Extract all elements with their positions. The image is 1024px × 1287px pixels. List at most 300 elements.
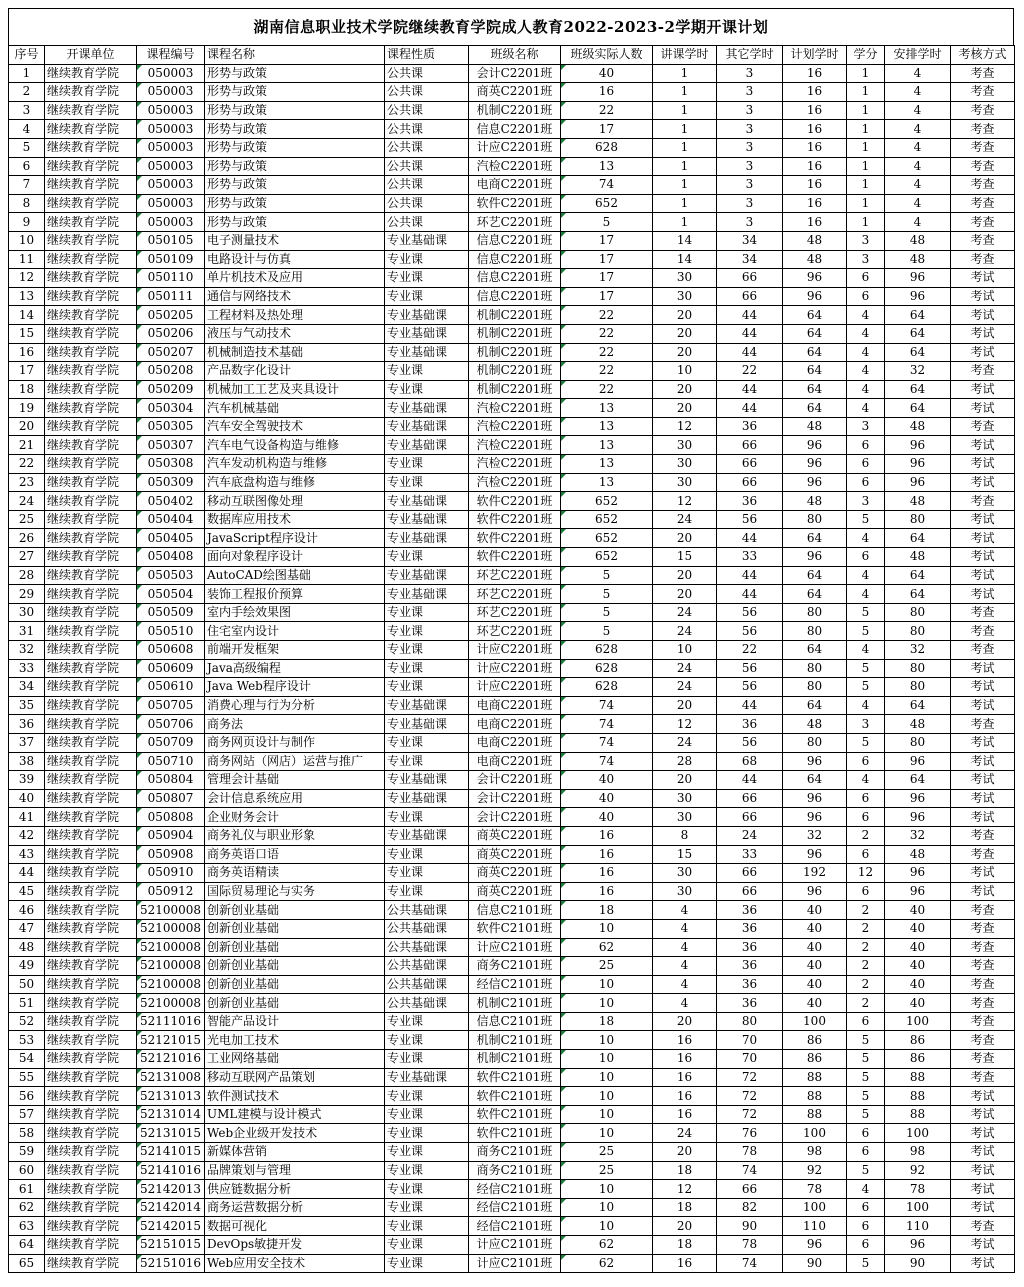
department-cell[interactable]: 继续教育学院 (45, 1068, 137, 1087)
row-number[interactable]: 31 (9, 622, 45, 641)
class-name-cell[interactable]: 信息C2101班 (469, 1012, 561, 1031)
class-name-cell[interactable]: 机制C2201班 (469, 362, 561, 381)
planned-hours-cell[interactable]: 100 (783, 1124, 847, 1143)
row-number[interactable]: 14 (9, 306, 45, 325)
department-cell[interactable]: 继续教育学院 (45, 492, 137, 511)
class-name-cell[interactable]: 信息C2201班 (469, 250, 561, 269)
course-type-cell[interactable]: 专业课 (385, 1143, 469, 1162)
assessment-cell[interactable]: 考试 (951, 529, 1015, 548)
class-name-cell[interactable]: 机制C2201班 (469, 343, 561, 362)
course-code-cell[interactable]: 050912 (137, 882, 205, 901)
scheduled-hours-cell[interactable]: 80 (885, 678, 951, 697)
planned-hours-cell[interactable]: 64 (783, 306, 847, 325)
course-type-cell[interactable]: 专业课 (385, 362, 469, 381)
credits-cell[interactable]: 6 (847, 1124, 885, 1143)
course-type-cell[interactable]: 公共课 (385, 157, 469, 176)
class-name-cell[interactable]: 环艺C2201班 (469, 585, 561, 604)
scheduled-hours-cell[interactable]: 64 (885, 696, 951, 715)
course-name-cell[interactable]: 商务运营数据分析 (205, 1198, 385, 1217)
credits-cell[interactable]: 5 (847, 1087, 885, 1106)
enrollment-cell[interactable]: 5 (561, 622, 653, 641)
assessment-cell[interactable]: 考查 (951, 622, 1015, 641)
other-hours-cell[interactable]: 70 (717, 1031, 783, 1050)
department-cell[interactable]: 继续教育学院 (45, 845, 137, 864)
enrollment-cell[interactable]: 10 (561, 1050, 653, 1069)
row-number[interactable]: 62 (9, 1198, 45, 1217)
course-code-cell[interactable]: 52100008 (137, 994, 205, 1013)
department-cell[interactable]: 继续教育学院 (45, 213, 137, 232)
course-type-cell[interactable]: 专业基础课 (385, 771, 469, 790)
course-name-cell[interactable]: 软件测试技术 (205, 1087, 385, 1106)
department-cell[interactable]: 继续教育学院 (45, 1217, 137, 1236)
course-type-cell[interactable]: 专业课 (385, 882, 469, 901)
planned-hours-cell[interactable]: 96 (783, 882, 847, 901)
course-code-cell[interactable]: 050209 (137, 380, 205, 399)
lecture-hours-cell[interactable]: 4 (653, 919, 717, 938)
course-code-cell[interactable]: 050404 (137, 510, 205, 529)
credits-cell[interactable]: 6 (847, 548, 885, 567)
credits-cell[interactable]: 6 (847, 287, 885, 306)
course-code-cell[interactable]: 52151016 (137, 1254, 205, 1273)
planned-hours-cell[interactable]: 64 (783, 380, 847, 399)
course-code-cell[interactable]: 050003 (137, 157, 205, 176)
course-name-cell[interactable]: 商务礼仪与职业形象 (205, 826, 385, 845)
class-name-cell[interactable]: 计应C2101班 (469, 938, 561, 957)
department-cell[interactable]: 继续教育学院 (45, 399, 137, 418)
row-number[interactable]: 22 (9, 455, 45, 474)
lecture-hours-cell[interactable]: 20 (653, 1012, 717, 1031)
row-number[interactable]: 28 (9, 566, 45, 585)
row-number[interactable]: 33 (9, 659, 45, 678)
lecture-hours-cell[interactable]: 20 (653, 529, 717, 548)
lecture-hours-cell[interactable]: 30 (653, 808, 717, 827)
lecture-hours-cell[interactable]: 24 (653, 603, 717, 622)
scheduled-hours-cell[interactable]: 40 (885, 901, 951, 920)
credits-cell[interactable]: 5 (847, 1161, 885, 1180)
course-name-cell[interactable]: 面向对象程序设计 (205, 548, 385, 567)
enrollment-cell[interactable]: 652 (561, 510, 653, 529)
course-type-cell[interactable]: 专业课 (385, 603, 469, 622)
enrollment-cell[interactable]: 22 (561, 306, 653, 325)
header-cell[interactable]: 课程编号 (137, 46, 205, 65)
enrollment-cell[interactable]: 74 (561, 733, 653, 752)
scheduled-hours-cell[interactable]: 90 (885, 1254, 951, 1273)
other-hours-cell[interactable]: 70 (717, 1050, 783, 1069)
other-hours-cell[interactable]: 68 (717, 752, 783, 771)
assessment-cell[interactable]: 考试 (951, 696, 1015, 715)
other-hours-cell[interactable]: 66 (717, 436, 783, 455)
class-name-cell[interactable]: 软件C2201班 (469, 529, 561, 548)
course-type-cell[interactable]: 专业基础课 (385, 696, 469, 715)
class-name-cell[interactable]: 机制C2101班 (469, 994, 561, 1013)
planned-hours-cell[interactable]: 48 (783, 250, 847, 269)
department-cell[interactable]: 继续教育学院 (45, 1087, 137, 1106)
other-hours-cell[interactable]: 66 (717, 864, 783, 883)
planned-hours-cell[interactable]: 48 (783, 231, 847, 250)
assessment-cell[interactable]: 考查 (951, 231, 1015, 250)
class-name-cell[interactable]: 汽检C2201班 (469, 399, 561, 418)
credits-cell[interactable]: 3 (847, 715, 885, 734)
credits-cell[interactable]: 6 (847, 436, 885, 455)
planned-hours-cell[interactable]: 90 (783, 1254, 847, 1273)
scheduled-hours-cell[interactable]: 86 (885, 1031, 951, 1050)
lecture-hours-cell[interactable]: 30 (653, 473, 717, 492)
enrollment-cell[interactable]: 5 (561, 566, 653, 585)
other-hours-cell[interactable]: 36 (717, 901, 783, 920)
scheduled-hours-cell[interactable]: 96 (885, 864, 951, 883)
department-cell[interactable]: 继续教育学院 (45, 287, 137, 306)
row-number[interactable]: 59 (9, 1143, 45, 1162)
row-number[interactable]: 19 (9, 399, 45, 418)
course-type-cell[interactable]: 专业课 (385, 1198, 469, 1217)
lecture-hours-cell[interactable]: 28 (653, 752, 717, 771)
course-type-cell[interactable]: 专业课 (385, 473, 469, 492)
department-cell[interactable]: 继续教育学院 (45, 1050, 137, 1069)
credits-cell[interactable]: 5 (847, 1254, 885, 1273)
row-number[interactable]: 23 (9, 473, 45, 492)
department-cell[interactable]: 继续教育学院 (45, 901, 137, 920)
course-type-cell[interactable]: 专业课 (385, 641, 469, 660)
scheduled-hours-cell[interactable]: 88 (885, 1068, 951, 1087)
course-code-cell[interactable]: 52100008 (137, 919, 205, 938)
course-name-cell[interactable]: DevOps敏捷开发 (205, 1236, 385, 1255)
assessment-cell[interactable]: 考查 (951, 994, 1015, 1013)
planned-hours-cell[interactable]: 16 (783, 138, 847, 157)
lecture-hours-cell[interactable]: 20 (653, 771, 717, 790)
lecture-hours-cell[interactable]: 4 (653, 957, 717, 976)
lecture-hours-cell[interactable]: 18 (653, 1236, 717, 1255)
planned-hours-cell[interactable]: 64 (783, 696, 847, 715)
assessment-cell[interactable]: 考查 (951, 1012, 1015, 1031)
course-type-cell[interactable]: 公共基础课 (385, 919, 469, 938)
lecture-hours-cell[interactable]: 1 (653, 64, 717, 83)
course-code-cell[interactable]: 52121016 (137, 1050, 205, 1069)
class-name-cell[interactable]: 商务C2101班 (469, 1143, 561, 1162)
scheduled-hours-cell[interactable]: 88 (885, 1087, 951, 1106)
department-cell[interactable]: 继续教育学院 (45, 324, 137, 343)
class-name-cell[interactable]: 电商C2201班 (469, 696, 561, 715)
scheduled-hours-cell[interactable]: 100 (885, 1124, 951, 1143)
planned-hours-cell[interactable]: 96 (783, 548, 847, 567)
scheduled-hours-cell[interactable]: 96 (885, 789, 951, 808)
planned-hours-cell[interactable]: 96 (783, 752, 847, 771)
course-name-cell[interactable]: 商务英语口语 (205, 845, 385, 864)
assessment-cell[interactable]: 考试 (951, 287, 1015, 306)
credits-cell[interactable]: 1 (847, 157, 885, 176)
row-number[interactable]: 34 (9, 678, 45, 697)
planned-hours-cell[interactable]: 64 (783, 566, 847, 585)
other-hours-cell[interactable]: 72 (717, 1087, 783, 1106)
credits-cell[interactable]: 5 (847, 733, 885, 752)
course-code-cell[interactable]: 52131013 (137, 1087, 205, 1106)
credits-cell[interactable]: 4 (847, 380, 885, 399)
other-hours-cell[interactable]: 72 (717, 1105, 783, 1124)
course-code-cell[interactable]: 050706 (137, 715, 205, 734)
credits-cell[interactable]: 4 (847, 399, 885, 418)
enrollment-cell[interactable]: 16 (561, 845, 653, 864)
course-type-cell[interactable]: 专业基础课 (385, 566, 469, 585)
class-name-cell[interactable]: 信息C2201班 (469, 120, 561, 139)
enrollment-cell[interactable]: 13 (561, 473, 653, 492)
lecture-hours-cell[interactable]: 20 (653, 566, 717, 585)
row-number[interactable]: 63 (9, 1217, 45, 1236)
row-number[interactable]: 2 (9, 83, 45, 102)
course-code-cell[interactable]: 050003 (137, 83, 205, 102)
assessment-cell[interactable]: 考试 (951, 1087, 1015, 1106)
header-cell[interactable]: 考核方式 (951, 46, 1015, 65)
lecture-hours-cell[interactable]: 10 (653, 641, 717, 660)
planned-hours-cell[interactable]: 96 (783, 436, 847, 455)
course-code-cell[interactable]: 050503 (137, 566, 205, 585)
planned-hours-cell[interactable]: 16 (783, 101, 847, 120)
course-name-cell[interactable]: 商务网站（网店）运营与推广 (205, 752, 385, 771)
department-cell[interactable]: 继续教育学院 (45, 1105, 137, 1124)
course-name-cell[interactable]: 汽车发动机构造与维修 (205, 455, 385, 474)
other-hours-cell[interactable]: 36 (717, 492, 783, 511)
assessment-cell[interactable]: 考试 (951, 1180, 1015, 1199)
department-cell[interactable]: 继续教育学院 (45, 436, 137, 455)
course-type-cell[interactable]: 公共基础课 (385, 975, 469, 994)
lecture-hours-cell[interactable]: 20 (653, 306, 717, 325)
class-name-cell[interactable]: 计应C2201班 (469, 641, 561, 660)
department-cell[interactable]: 继续教育学院 (45, 176, 137, 195)
credits-cell[interactable]: 5 (847, 622, 885, 641)
department-cell[interactable]: 继续教育学院 (45, 957, 137, 976)
course-name-cell[interactable]: 管理会计基础 (205, 771, 385, 790)
lecture-hours-cell[interactable]: 4 (653, 901, 717, 920)
course-name-cell[interactable]: 创新创业基础 (205, 919, 385, 938)
header-cell[interactable]: 其它学时 (717, 46, 783, 65)
scheduled-hours-cell[interactable]: 32 (885, 362, 951, 381)
other-hours-cell[interactable]: 3 (717, 138, 783, 157)
department-cell[interactable]: 继续教育学院 (45, 733, 137, 752)
scheduled-hours-cell[interactable]: 40 (885, 919, 951, 938)
row-number[interactable]: 12 (9, 269, 45, 288)
assessment-cell[interactable]: 考试 (951, 473, 1015, 492)
course-name-cell[interactable]: 汽车安全驾驶技术 (205, 417, 385, 436)
course-type-cell[interactable]: 专业课 (385, 808, 469, 827)
other-hours-cell[interactable]: 36 (717, 994, 783, 1013)
header-cell[interactable]: 学分 (847, 46, 885, 65)
credits-cell[interactable]: 6 (847, 882, 885, 901)
planned-hours-cell[interactable]: 96 (783, 845, 847, 864)
scheduled-hours-cell[interactable]: 4 (885, 138, 951, 157)
course-name-cell[interactable]: 产品数字化设计 (205, 362, 385, 381)
planned-hours-cell[interactable]: 32 (783, 826, 847, 845)
lecture-hours-cell[interactable]: 8 (653, 826, 717, 845)
course-name-cell[interactable]: 会计信息系统应用 (205, 789, 385, 808)
header-cell[interactable]: 班级实际人数 (561, 46, 653, 65)
credits-cell[interactable]: 1 (847, 138, 885, 157)
lecture-hours-cell[interactable]: 30 (653, 455, 717, 474)
scheduled-hours-cell[interactable]: 40 (885, 957, 951, 976)
lecture-hours-cell[interactable]: 1 (653, 176, 717, 195)
course-type-cell[interactable]: 公共课 (385, 101, 469, 120)
course-name-cell[interactable]: 形势与政策 (205, 120, 385, 139)
course-type-cell[interactable]: 专业基础课 (385, 231, 469, 250)
department-cell[interactable]: 继续教育学院 (45, 678, 137, 697)
enrollment-cell[interactable]: 13 (561, 455, 653, 474)
course-type-cell[interactable]: 专业基础课 (385, 399, 469, 418)
course-type-cell[interactable]: 专业课 (385, 1031, 469, 1050)
assessment-cell[interactable]: 考查 (951, 362, 1015, 381)
lecture-hours-cell[interactable]: 20 (653, 1217, 717, 1236)
row-number[interactable]: 15 (9, 324, 45, 343)
row-number[interactable]: 16 (9, 343, 45, 362)
credits-cell[interactable]: 5 (847, 659, 885, 678)
course-code-cell[interactable]: 52141015 (137, 1143, 205, 1162)
department-cell[interactable]: 继续教育学院 (45, 362, 137, 381)
credits-cell[interactable]: 6 (847, 789, 885, 808)
row-number[interactable]: 24 (9, 492, 45, 511)
enrollment-cell[interactable]: 40 (561, 808, 653, 827)
enrollment-cell[interactable]: 10 (561, 1124, 653, 1143)
assessment-cell[interactable]: 考试 (951, 436, 1015, 455)
lecture-hours-cell[interactable]: 16 (653, 1105, 717, 1124)
credits-cell[interactable]: 4 (847, 362, 885, 381)
assessment-cell[interactable]: 考查 (951, 845, 1015, 864)
row-number[interactable]: 50 (9, 975, 45, 994)
lecture-hours-cell[interactable]: 4 (653, 938, 717, 957)
class-name-cell[interactable]: 信息C2101班 (469, 901, 561, 920)
department-cell[interactable]: 继续教育学院 (45, 380, 137, 399)
lecture-hours-cell[interactable]: 30 (653, 287, 717, 306)
other-hours-cell[interactable]: 36 (717, 417, 783, 436)
scheduled-hours-cell[interactable]: 96 (885, 269, 951, 288)
class-name-cell[interactable]: 会计C2201班 (469, 808, 561, 827)
department-cell[interactable]: 继续教育学院 (45, 64, 137, 83)
course-type-cell[interactable]: 专业课 (385, 250, 469, 269)
other-hours-cell[interactable]: 44 (717, 696, 783, 715)
course-code-cell[interactable]: 050908 (137, 845, 205, 864)
other-hours-cell[interactable]: 3 (717, 120, 783, 139)
course-code-cell[interactable]: 050305 (137, 417, 205, 436)
assessment-cell[interactable]: 考试 (951, 510, 1015, 529)
enrollment-cell[interactable]: 40 (561, 789, 653, 808)
enrollment-cell[interactable]: 16 (561, 882, 653, 901)
row-number[interactable]: 46 (9, 901, 45, 920)
planned-hours-cell[interactable]: 16 (783, 83, 847, 102)
assessment-cell[interactable]: 考试 (951, 269, 1015, 288)
course-type-cell[interactable]: 公共课 (385, 138, 469, 157)
course-code-cell[interactable]: 52100008 (137, 901, 205, 920)
course-type-cell[interactable]: 专业基础课 (385, 529, 469, 548)
course-code-cell[interactable]: 52142013 (137, 1180, 205, 1199)
class-name-cell[interactable]: 机制C2201班 (469, 380, 561, 399)
assessment-cell[interactable]: 考试 (951, 1143, 1015, 1162)
row-number[interactable]: 25 (9, 510, 45, 529)
planned-hours-cell[interactable]: 40 (783, 975, 847, 994)
other-hours-cell[interactable]: 24 (717, 826, 783, 845)
course-name-cell[interactable]: 光电加工技术 (205, 1031, 385, 1050)
enrollment-cell[interactable]: 13 (561, 436, 653, 455)
row-number[interactable]: 61 (9, 1180, 45, 1199)
course-name-cell[interactable]: 装饰工程报价预算 (205, 585, 385, 604)
department-cell[interactable]: 继续教育学院 (45, 808, 137, 827)
course-type-cell[interactable]: 专业课 (385, 1087, 469, 1106)
class-name-cell[interactable]: 电商C2201班 (469, 752, 561, 771)
department-cell[interactable]: 继续教育学院 (45, 771, 137, 790)
scheduled-hours-cell[interactable]: 80 (885, 659, 951, 678)
enrollment-cell[interactable]: 10 (561, 1198, 653, 1217)
course-name-cell[interactable]: 新媒体营销 (205, 1143, 385, 1162)
course-name-cell[interactable]: 企业财务会计 (205, 808, 385, 827)
course-code-cell[interactable]: 050109 (137, 250, 205, 269)
class-name-cell[interactable]: 商英C2201班 (469, 864, 561, 883)
class-name-cell[interactable]: 环艺C2201班 (469, 566, 561, 585)
planned-hours-cell[interactable]: 16 (783, 120, 847, 139)
enrollment-cell[interactable]: 16 (561, 83, 653, 102)
department-cell[interactable]: 继续教育学院 (45, 473, 137, 492)
enrollment-cell[interactable]: 17 (561, 231, 653, 250)
course-name-cell[interactable]: 汽车机械基础 (205, 399, 385, 418)
class-name-cell[interactable]: 会计C2201班 (469, 64, 561, 83)
credits-cell[interactable]: 3 (847, 231, 885, 250)
course-type-cell[interactable]: 专业课 (385, 269, 469, 288)
course-type-cell[interactable]: 专业基础课 (385, 585, 469, 604)
course-code-cell[interactable]: 050910 (137, 864, 205, 883)
department-cell[interactable]: 继续教育学院 (45, 1031, 137, 1050)
credits-cell[interactable]: 6 (847, 1012, 885, 1031)
row-number[interactable]: 11 (9, 250, 45, 269)
lecture-hours-cell[interactable]: 30 (653, 269, 717, 288)
enrollment-cell[interactable]: 13 (561, 157, 653, 176)
enrollment-cell[interactable]: 40 (561, 64, 653, 83)
department-cell[interactable]: 继续教育学院 (45, 231, 137, 250)
credits-cell[interactable]: 5 (847, 603, 885, 622)
planned-hours-cell[interactable]: 98 (783, 1143, 847, 1162)
class-name-cell[interactable]: 机制C2101班 (469, 1050, 561, 1069)
assessment-cell[interactable]: 考查 (951, 1031, 1015, 1050)
credits-cell[interactable]: 2 (847, 826, 885, 845)
scheduled-hours-cell[interactable]: 64 (885, 380, 951, 399)
class-name-cell[interactable]: 汽检C2201班 (469, 436, 561, 455)
lecture-hours-cell[interactable]: 12 (653, 492, 717, 511)
class-name-cell[interactable]: 商英C2201班 (469, 826, 561, 845)
course-code-cell[interactable]: 050808 (137, 808, 205, 827)
credits-cell[interactable]: 4 (847, 1180, 885, 1199)
scheduled-hours-cell[interactable]: 88 (885, 1105, 951, 1124)
department-cell[interactable]: 继续教育学院 (45, 306, 137, 325)
course-code-cell[interactable]: 52151015 (137, 1236, 205, 1255)
course-code-cell[interactable]: 050609 (137, 659, 205, 678)
lecture-hours-cell[interactable]: 20 (653, 399, 717, 418)
department-cell[interactable]: 继续教育学院 (45, 417, 137, 436)
assessment-cell[interactable]: 考试 (951, 585, 1015, 604)
row-number[interactable]: 18 (9, 380, 45, 399)
course-name-cell[interactable]: 单片机技术及应用 (205, 269, 385, 288)
credits-cell[interactable]: 4 (847, 306, 885, 325)
row-number[interactable]: 27 (9, 548, 45, 567)
enrollment-cell[interactable]: 13 (561, 417, 653, 436)
row-number[interactable]: 57 (9, 1105, 45, 1124)
lecture-hours-cell[interactable]: 16 (653, 1068, 717, 1087)
course-name-cell[interactable]: 形势与政策 (205, 213, 385, 232)
assessment-cell[interactable]: 考试 (951, 399, 1015, 418)
assessment-cell[interactable]: 考试 (951, 343, 1015, 362)
other-hours-cell[interactable]: 66 (717, 1180, 783, 1199)
class-name-cell[interactable]: 计应C2201班 (469, 138, 561, 157)
scheduled-hours-cell[interactable]: 64 (885, 324, 951, 343)
class-name-cell[interactable]: 计应C2101班 (469, 1236, 561, 1255)
row-number[interactable]: 52 (9, 1012, 45, 1031)
assessment-cell[interactable]: 考试 (951, 789, 1015, 808)
header-cell[interactable]: 讲课学时 (653, 46, 717, 65)
credits-cell[interactable]: 4 (847, 566, 885, 585)
class-name-cell[interactable]: 软件C2201班 (469, 492, 561, 511)
class-name-cell[interactable]: 信息C2201班 (469, 269, 561, 288)
header-cell[interactable]: 课程名称 (205, 46, 385, 65)
